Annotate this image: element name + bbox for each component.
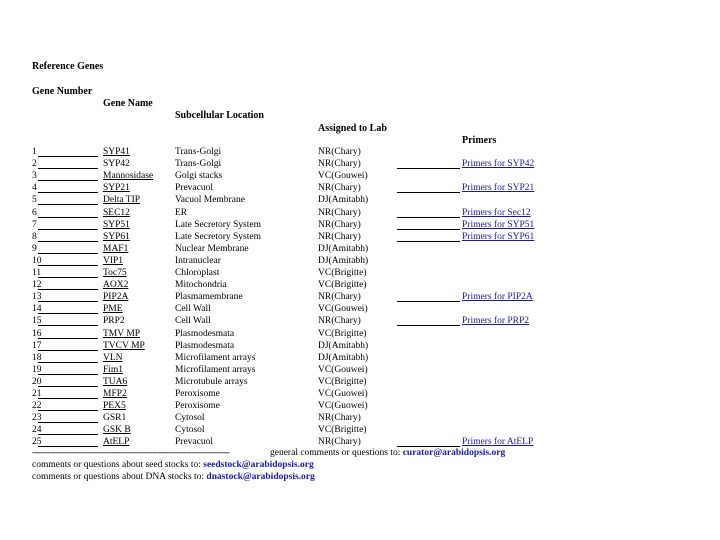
gene-number-cell: 3 <box>32 171 37 182</box>
subcellular-location-cell: Plasmodesmata <box>175 340 235 351</box>
gene-name-link[interactable]: SYP21 <box>103 183 130 194</box>
table-row <box>0 279 720 291</box>
header-subcellular-location: Subcellular Location <box>175 110 264 121</box>
gene-name-link[interactable]: TUA6 <box>103 376 128 387</box>
assigned-lab-cell: DJ(Amitabh) <box>318 352 369 363</box>
gene-number-cell: 20 <box>32 376 42 387</box>
subcellular-location-cell: Cytosol <box>175 413 205 424</box>
dna-contact-email[interactable]: dnastock@arabidopsis.org <box>206 472 315 482</box>
underline-rule <box>38 301 98 302</box>
gene-name-link[interactable]: SYP51 <box>103 219 130 230</box>
primers-link[interactable]: Primers for AtELP <box>462 437 534 448</box>
table-row <box>0 182 720 194</box>
page-title: Reference Genes <box>32 61 104 72</box>
underline-rule <box>38 253 98 254</box>
underline-rule <box>38 192 98 193</box>
gene-name-link: GSR1 <box>103 413 127 424</box>
subcellular-location-cell: Peroxisome <box>175 401 220 412</box>
gene-number-cell: 12 <box>32 280 42 291</box>
underline-rule <box>38 325 98 326</box>
primers-link[interactable]: Primers for SYP51 <box>462 219 535 230</box>
underline-rule <box>38 313 98 314</box>
table-row <box>0 231 720 243</box>
gene-number-cell: 4 <box>32 183 37 194</box>
subcellular-location-cell: Vacuol Membrane <box>175 195 245 206</box>
underline-rule <box>397 229 460 230</box>
underline-rule <box>38 217 98 218</box>
gene-name-link[interactable]: Mannosidase <box>103 171 154 182</box>
assigned-lab-cell: NR(Chary) <box>318 437 361 448</box>
underline-rule <box>38 229 98 230</box>
gene-number-cell: 8 <box>32 231 37 242</box>
assigned-lab-cell: VC(Guowei) <box>318 389 368 399</box>
underline-rule <box>38 362 98 363</box>
subcellular-location-cell: Late Secretory System <box>175 219 262 230</box>
gene-name-link[interactable]: TVCV MP <box>103 340 145 351</box>
header-assigned-lab: Assigned to Lab <box>318 123 387 134</box>
table-row <box>0 158 720 170</box>
gene-name-link[interactable]: Delta TIP <box>103 195 141 206</box>
footer-divider: ----------------------------------------------------------------------------- <box>32 448 230 458</box>
gene-name-link[interactable]: PME <box>103 304 123 315</box>
general-contact-email[interactable]: curator@arabidopsis.org <box>402 448 506 458</box>
subcellular-location-cell: Plasmodesmata <box>175 328 235 339</box>
gene-name-link[interactable]: SYP61 <box>103 231 130 242</box>
underline-rule <box>38 338 98 339</box>
subcellular-location-cell: Golgi stacks <box>175 171 223 182</box>
gene-number-cell: 10 <box>32 255 42 266</box>
assigned-lab-cell: NR(Chary) <box>318 159 361 170</box>
header-primers: Primers <box>462 135 497 146</box>
gene-number-cell: 23 <box>32 413 42 424</box>
subcellular-location-cell: Nuclear Membrane <box>175 243 249 254</box>
table-row <box>0 315 720 327</box>
gene-number-cell: 5 <box>32 195 37 206</box>
assigned-lab-cell: VC(Gouwei) <box>318 304 368 315</box>
subcellular-location-cell: Prevacuol <box>175 183 213 194</box>
subcellular-location-cell: Microfilament arrays <box>175 364 256 375</box>
underline-rule <box>38 398 98 399</box>
primers-link[interactable]: Primers for SYP42 <box>462 159 535 170</box>
subcellular-location-cell: Late Secretory System <box>175 231 262 242</box>
assigned-lab-cell: NR(Chary) <box>318 207 361 218</box>
gene-number-cell: 17 <box>32 340 42 351</box>
subcellular-location-cell: Microtubule arrays <box>175 376 248 387</box>
underline-rule <box>38 422 98 423</box>
underline-rule <box>38 350 98 351</box>
assigned-lab-cell: DJ(Amitabh) <box>318 255 369 266</box>
header-gene-name: Gene Name <box>103 98 153 109</box>
gene-name-link[interactable]: SYP41 <box>103 147 130 157</box>
gene-name-link[interactable]: AOX2 <box>103 280 129 291</box>
underline-rule <box>38 204 98 205</box>
subcellular-location-cell: Intranuclear <box>175 255 221 266</box>
general-contact-label: general comments or questions to: <box>270 448 401 458</box>
gene-number-cell: 7 <box>32 219 37 230</box>
assigned-lab-cell: VC(Guowei) <box>318 401 368 412</box>
subcellular-location-cell: Peroxisome <box>175 389 220 399</box>
gene-name-link[interactable]: VLN <box>103 352 123 363</box>
gene-number-cell: 14 <box>32 304 42 315</box>
gene-name-link[interactable]: VIP1 <box>103 255 124 266</box>
assigned-lab-cell: NR(Chary) <box>318 292 361 303</box>
underline-rule <box>38 180 98 181</box>
primers-link[interactable]: Primers for PRP2 <box>462 316 530 327</box>
assigned-lab-cell: NR(Chary) <box>318 316 361 327</box>
gene-number-cell: 6 <box>32 207 37 218</box>
table-row <box>0 170 720 182</box>
table-row <box>0 412 720 424</box>
dna-contact-label: comments or questions about DNA stocks to: <box>32 472 205 482</box>
seed-contact-email[interactable]: seedstock@arabidopsis.org <box>203 460 314 470</box>
underline-rule <box>38 156 98 157</box>
assigned-lab-cell: NR(Chary) <box>318 231 361 242</box>
assigned-lab-cell: NR(Chary) <box>318 183 361 194</box>
assigned-lab-cell: DJ(Amitabh) <box>318 340 369 351</box>
subcellular-location-cell: Cytosol <box>175 425 205 436</box>
assigned-lab-cell: VC(Brigitte) <box>318 425 367 436</box>
primers-link[interactable]: Primers for PIP2A <box>462 292 533 303</box>
subcellular-location-cell: Prevacuol <box>175 437 213 448</box>
underline-rule <box>38 265 98 266</box>
underline-rule <box>38 410 98 411</box>
gene-name-link: PRP2 <box>103 316 125 327</box>
gene-name-link[interactable]: MAF1 <box>103 243 129 254</box>
gene-number-cell: 11 <box>32 268 42 278</box>
table-row <box>0 340 720 352</box>
underline-rule <box>397 192 460 193</box>
subcellular-location-cell: Chloroplast <box>175 268 220 278</box>
primers-link[interactable]: Primers for SYP21 <box>462 183 535 194</box>
table-row <box>0 146 720 158</box>
table-row <box>0 364 720 376</box>
underline-rule <box>38 374 98 375</box>
primers-link[interactable]: Primers for SYP61 <box>462 231 535 242</box>
subcellular-location-cell: Microfilament arrays <box>175 352 256 363</box>
gene-number-cell: 13 <box>32 292 42 303</box>
assigned-lab-cell: VC(Brigitte) <box>318 328 367 339</box>
seed-contact <box>32 460 314 470</box>
table-row <box>0 424 720 436</box>
gene-number-cell: 19 <box>32 364 42 375</box>
gene-number-cell: 2 <box>32 159 37 170</box>
gene-number-cell: 25 <box>32 437 42 448</box>
subcellular-location-cell: Plasmamembrane <box>175 292 243 303</box>
assigned-lab-cell: NR(Chary) <box>318 147 361 157</box>
gene-number-cell: 1 <box>32 147 37 157</box>
assigned-lab-cell: DJ(Amitabh) <box>318 243 369 254</box>
underline-rule <box>38 289 98 290</box>
underline-rule <box>397 168 460 169</box>
subcellular-location-cell: Trans-Golgi <box>175 159 222 170</box>
table-row <box>0 207 720 219</box>
gene-name-link[interactable]: TMV MP <box>103 328 141 339</box>
assigned-lab-cell: VC(Brigitte) <box>318 376 367 387</box>
subcellular-location-cell: Mitochondria <box>175 280 227 291</box>
subcellular-location-cell: Cell Wall <box>175 316 211 327</box>
table-row <box>0 303 720 315</box>
table-row <box>0 267 720 279</box>
table-row <box>0 194 720 206</box>
underline-rule <box>397 217 460 218</box>
underline-rule <box>38 386 98 387</box>
gene-name-link: SYP42 <box>103 159 130 170</box>
gene-name-link[interactable]: MFP2 <box>103 389 127 399</box>
primers-link[interactable]: Primers for Sec12 <box>462 207 531 218</box>
table-row <box>0 376 720 388</box>
table-row <box>0 388 720 400</box>
assigned-lab-cell: NR(Chary) <box>318 413 361 424</box>
assigned-lab-cell: VC(Brigitte) <box>318 268 367 278</box>
gene-name-link[interactable]: AtELP <box>103 437 130 448</box>
assigned-lab-cell: VC(Brigitte) <box>318 280 367 291</box>
subcellular-location-cell: ER <box>175 207 188 218</box>
general-contact <box>270 448 505 458</box>
gene-name-link[interactable]: Toc75 <box>103 268 127 278</box>
assigned-lab-cell: VC(Gouwei) <box>318 171 368 182</box>
assigned-lab-cell: DJ(Amitabh) <box>318 195 369 206</box>
gene-number-cell: 24 <box>32 425 42 436</box>
table-row <box>0 400 720 412</box>
table-row <box>0 328 720 340</box>
gene-number-cell: 15 <box>32 316 42 327</box>
gene-name-link[interactable]: PEX5 <box>103 401 126 412</box>
dna-contact <box>32 472 315 482</box>
underline-rule <box>38 168 98 169</box>
underline-rule <box>397 325 460 326</box>
table-row <box>0 219 720 231</box>
gene-number-cell: 22 <box>32 401 42 412</box>
underline-rule <box>38 241 98 242</box>
gene-name-link[interactable]: GSK B <box>103 425 131 436</box>
table-row <box>0 255 720 267</box>
underline-rule <box>38 277 98 278</box>
table-row <box>0 243 720 255</box>
seed-contact-label: comments or questions about seed stocks to: <box>32 460 201 470</box>
assigned-lab-cell: NR(Chary) <box>318 219 361 230</box>
gene-name-link[interactable]: SEC12 <box>103 207 130 218</box>
table-row <box>0 291 720 303</box>
gene-name-link[interactable]: PIP2A <box>103 292 129 303</box>
gene-name-link[interactable]: Fim1 <box>103 364 124 375</box>
gene-number-cell: 21 <box>32 389 42 399</box>
header-gene-number: Gene Number <box>32 86 93 97</box>
underline-rule <box>38 434 98 435</box>
underline-rule <box>397 301 460 302</box>
subcellular-location-cell: Cell Wall <box>175 304 211 315</box>
gene-number-cell: 16 <box>32 328 42 339</box>
table-row <box>0 436 720 448</box>
underline-rule <box>397 241 460 242</box>
table-row <box>0 352 720 364</box>
gene-number-cell: 18 <box>32 352 42 363</box>
gene-number-cell: 9 <box>32 243 37 254</box>
subcellular-location-cell: Trans-Golgi <box>175 147 222 157</box>
assigned-lab-cell: VC(Gouwei) <box>318 364 368 375</box>
